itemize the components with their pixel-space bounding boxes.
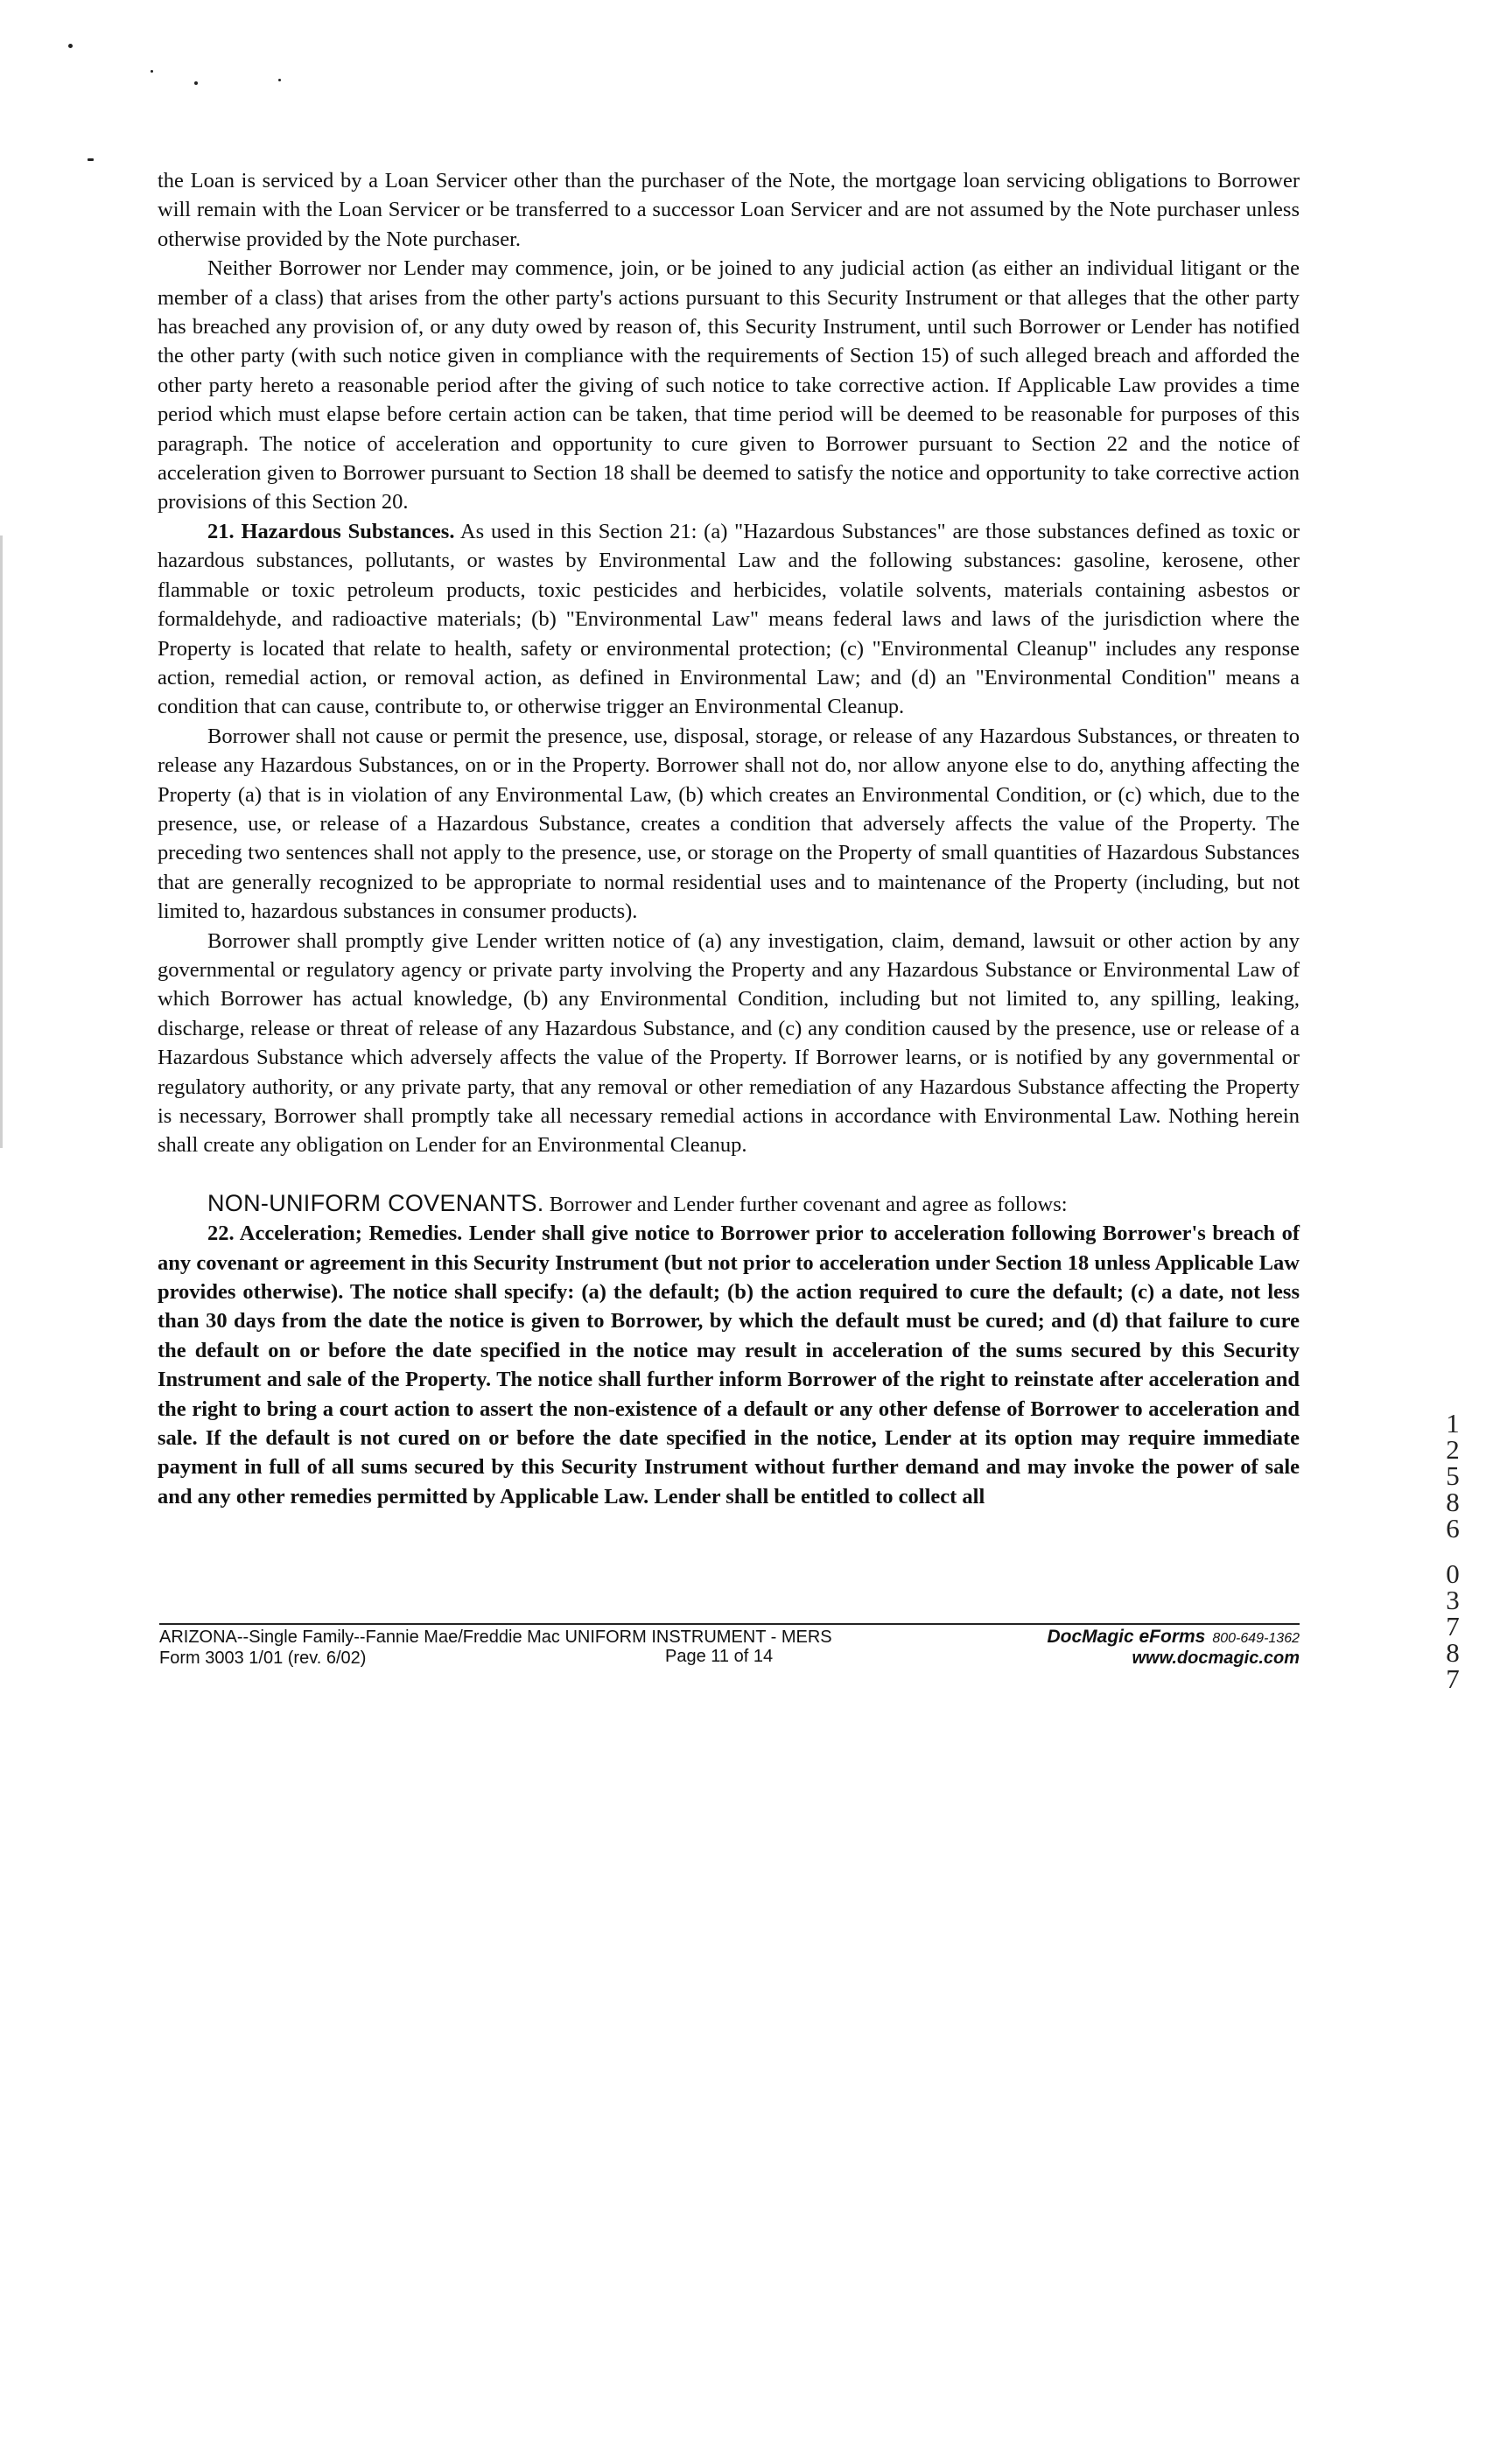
recording-digit: 8 [1446, 1487, 1460, 1517]
recording-number [1435, 1410, 1470, 1692]
scan-speck [68, 44, 73, 48]
recording-digit: 6 [1446, 1513, 1460, 1544]
page-number: Page 11 of 14 [665, 1647, 774, 1666]
recording-digit: 5 [1446, 1460, 1460, 1491]
paragraph-hazardous-notice: Borrower shall promptly give Lender written notice of (a) any investigation, claim, demand, lawsuit or other action by any governmental or regulatory agency or private party involving the Property and any Hazardous Substance or Environmental Law of which Borrower has actual knowledge, (b) any Environmental Condition, including but not limited to, any spilling, leaking, discharge, release or threat of release of any Hazardous Substance, and (c) any condition caused by the presence, use or release of a Hazardous Substance which adversely affects the value of the Property. If Borrower learns, or is notified by any governmental or regulatory authority, or any private party, that any removal or other remediation of any Hazardous Substance affecting the Property is necessary, Borrower shall promptly take all necessary remedial actions in accordance with Environmental Law. Nothing herein shall create any obligation on Lender for an Environmental Cleanup. [158, 928, 1300, 1158]
section-21-heading: 21. Hazardous Substances. [207, 519, 455, 543]
covenants-title: NON-UNIFORM COVENANTS. [207, 1189, 544, 1216]
paragraph-loan-servicer: the Loan is serviced by a Loan Servicer other than the purchaser of the Note, the mortgage loan servicing obligations to Borrower will remain with the Loan Servicer or be transferred to a successor Loan Servicer and are not assumed by the Note purchaser unless otherwise provided by the Note purchaser. [158, 169, 1300, 251]
brand-name: DocMagic eForms [1047, 1627, 1206, 1647]
scan-speck [88, 158, 94, 161]
scan-speck [278, 79, 281, 81]
recording-digit: 3 [1446, 1585, 1460, 1615]
form-title: ARIZONA--Single Family--Fannie Mae/Freddie Mac UNIFORM INSTRUMENT - MERS [159, 1628, 832, 1647]
paragraph-non-uniform-covenants [158, 1189, 1300, 1219]
docmagic-website: www.docmagic.com [1132, 1648, 1300, 1668]
paragraph-section-20: Neither Borrower nor Lender may commence, join, or be joined to any judicial action (as either an individual litigant or the member of a class) that arises from the other party's actions pursuant to this Security Instrument or that alleges that the other party has breached any provision of, or any duty owed by reason of, this Security Instrument, until such Borrower or Lender has notified the other party (with such notice given in compliance with the requirements of Section 15) of such alleged breach and afforded the other party hereto a reasonable period after the giving of such notice to take corrective action. If Applicable Law provides a time period which must elapse before certain action can be taken, that time period will be deemed to be reasonable for purposes of this paragraph. The notice of acceleration and opportunity to cure given to Borrower pursuant to Section 22 and the notice of acceleration given to Borrower pursuant to Section 18 shall be deemed to satisfy the notice and opportunity to take corrective action provisions of this Section 20. [158, 256, 1300, 514]
page-footer [159, 1623, 1300, 1668]
recording-digit: 1 [1446, 1408, 1460, 1438]
brand-phone: 800-649-1362 [1212, 1631, 1300, 1646]
section-21-body: As used in this Section 21: (a) "Hazardous Substances" are those substances defined as toxic or hazardous substances, pollutants, or wastes by Environmental Law and the following substances: gasoline, kerosene, other flammable or toxic petroleum products, toxic pesticides and herbicides, volatile solvents, materials containing asbestos or formaldehyde, and radioactive materials; (b) "Environmental Law" means federal laws and laws of the jurisdiction where the Property is located that relate to health, safety or environmental protection; (c) "Environmental Cleanup" includes any response action, remedial action, or removal action, as defined in Environmental Law; and (d) an "Environmental Condition" means a condition that can cause, contribute to, or otherwise trigger an Environmental Cleanup. [158, 519, 1300, 719]
recording-digit: 0 [1446, 1558, 1460, 1589]
scan-edge [0, 536, 3, 1148]
docmagic-brand [1047, 1628, 1300, 1648]
form-number: Form 3003 1/01 (rev. 6/02) [159, 1648, 367, 1668]
recording-digit: 7 [1446, 1611, 1460, 1642]
document-body [158, 166, 1300, 1511]
scan-speck [194, 81, 198, 85]
recording-digit: 8 [1446, 1637, 1460, 1668]
paragraph-section-22: 22. Acceleration; Remedies. Lender shall give notice to Borrower prior to acceleration following Borrower's breach of any covenant or agreement in this Security Instrument (but not prior to acceleration under Section 18 unless Applicable Law provides otherwise). The notice shall specify: (a) the default; (b) the action required to cure the default; (c) a date, not less than 30 days from the date the notice is given to Borrower, by which the default must be cured; and (d) that failure to cure the default on or before the date specified in the notice may result in acceleration of the sums secured by this Security Instrument and sale of the Property. The notice shall further inform Borrower of the right to reinstate after acceleration and the right to bring a court action to assert the non-existence of a default or any other defense of Borrower to acceleration and sale. If the default is not cured on or before the date specified in the notice, Lender at its option may require immediate payment in full of all sums secured by this Security Instrument without further demand and may invoke the power of sale and any other remedies permitted by Applicable Law. Lender shall be entitled to collect all [158, 1222, 1300, 1508]
covenants-intro: Borrower and Lender further covenant and agree as follows: [549, 1192, 1068, 1216]
recording-digit: 2 [1446, 1434, 1460, 1465]
recording-digit: 7 [1446, 1663, 1460, 1694]
scan-speck [151, 70, 153, 73]
paragraph-hazardous-prohibition: Borrower shall not cause or permit the presence, use, disposal, storage, or release of any Hazardous Substances, or threaten to release any Hazardous Substances, on or in the Property. Borrower shall not do, nor allow anyone else to do, anything affecting the Property (a) that is in violation of any Environmental Law, (b) which creates an Environmental Condition, or (c) which, due to the presence, use, or release of a Hazardous Substance, creates a condition that adversely affects the value of the Property. The preceding two sentences shall not apply to the presence, use, or storage on the Property of small quantities of Hazardous Substances that are generally recognized to be appropriate to normal residential uses and to maintenance of the Property (including, but not limited to, hazardous substances in consumer products). [158, 724, 1300, 924]
paragraph-section-21 [158, 517, 1300, 722]
